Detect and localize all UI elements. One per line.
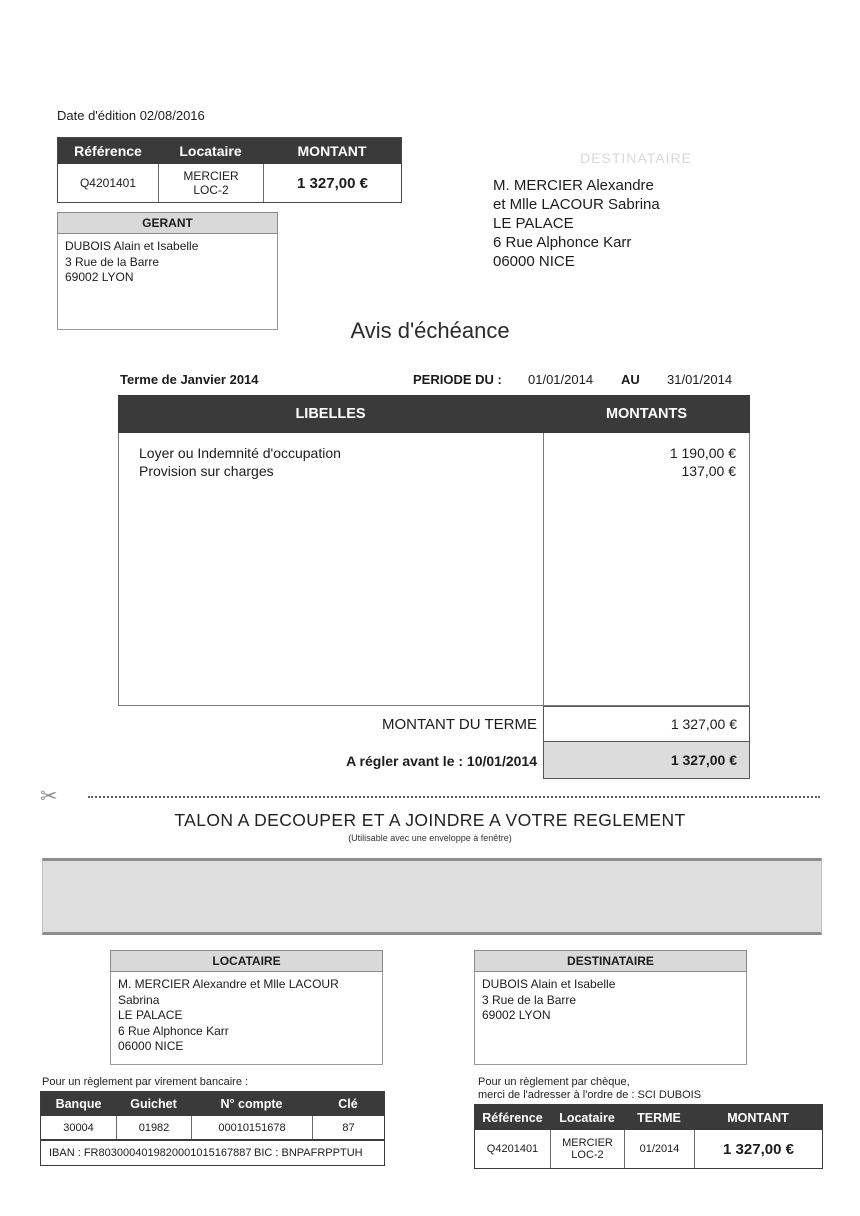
- summary-header-locataire: Locataire: [179, 143, 242, 159]
- cheque-locataire: [550, 1130, 624, 1168]
- locataire-box: [110, 950, 383, 1065]
- destinataire-address-line: et Mlle LACOUR Sabrina: [493, 196, 660, 213]
- cheque-locataire-name: MERCIER: [562, 1137, 613, 1149]
- page-title: Avis d'échéance: [350, 318, 510, 343]
- iban-row: [41, 1139, 384, 1165]
- cheque-table-row: [475, 1130, 822, 1168]
- cheque-intro-line1: Pour un règlement par chèque,: [478, 1076, 630, 1088]
- destinataire-address-line: M. MERCIER Alexandre: [493, 177, 654, 194]
- total-label: MONTANT DU TERME: [381, 715, 537, 733]
- gerant-box-title: GERANT: [57, 212, 278, 234]
- cheque-locataire-lot: LOC-2: [571, 1149, 604, 1161]
- lines-header-libelles: LIBELLES: [295, 406, 366, 422]
- bank-table: [40, 1091, 385, 1166]
- bank-code: 30004: [63, 1121, 94, 1134]
- gray-band: [42, 858, 822, 935]
- scissors-icon: ✂: [40, 785, 58, 808]
- periode-date-from: 01/01/2014: [528, 372, 594, 387]
- due-row: [118, 742, 750, 779]
- terme-label: Terme de Janvier 2014: [120, 372, 259, 387]
- total-value: 1 327,00 €: [543, 706, 750, 742]
- cheque-table-header: [475, 1105, 822, 1130]
- cheque-intro: [478, 1076, 701, 1102]
- lines-table: [118, 395, 750, 779]
- locataire-address: [110, 972, 383, 1065]
- locataire-address-line: 6 Rue Alphonce Karr: [118, 1023, 229, 1038]
- cheque-header-reference: Référence: [482, 1110, 543, 1125]
- account-number: 00010151678: [191, 1116, 312, 1139]
- bank-table-row: [41, 1116, 384, 1139]
- talon-subtitle: (Utilisable avec une enveloppe à fenêtre): [348, 833, 512, 843]
- bank-header-guichet: Guichet: [130, 1097, 177, 1111]
- lines-montants-column: [543, 433, 749, 705]
- lines-table-body: [118, 433, 750, 706]
- guichet-code: 01982: [116, 1116, 191, 1139]
- bank-header-banque: Banque: [55, 1097, 102, 1111]
- cheque-header-terme: TERME: [637, 1110, 681, 1125]
- bank-table-header: [41, 1092, 384, 1116]
- gerant-address-line: 3 Rue de la Barre: [65, 254, 160, 269]
- gerant-box: [57, 212, 278, 330]
- destinataire-box: [474, 950, 747, 1065]
- locataire-address-line: LE PALACE: [118, 1008, 183, 1022]
- virement-intro: Pour un règlement par virement bancaire :: [42, 1076, 249, 1088]
- cheque-header-montant: MONTANT: [727, 1110, 789, 1125]
- locataire-box-title: LOCATAIRE: [110, 950, 383, 972]
- edition-date: Date d'édition 02/08/2016: [57, 108, 205, 123]
- summary-locataire: [158, 164, 263, 202]
- locataire-address-line: M. MERCIER Alexandre et Mlle LACOUR Sabrina: [118, 977, 339, 1007]
- due-label: A régler avant le : 10/01/2014: [346, 752, 537, 769]
- destinataire-window-address: [493, 176, 782, 271]
- bank-header-cle: Clé: [338, 1097, 358, 1111]
- talon-heading: [40, 810, 820, 843]
- destinataire-address-line: 6 Rue Alphonce Karr: [493, 234, 632, 251]
- periode-label: PERIODE DU :: [413, 372, 502, 387]
- lines-table-header: [118, 395, 750, 433]
- summary-header-montant: MONTANT: [297, 143, 367, 159]
- summary-table-header: [58, 138, 401, 164]
- cheque-table: [474, 1104, 823, 1169]
- summary-reference: Q4201401: [79, 176, 137, 190]
- summary-table: [57, 137, 402, 203]
- line-item-amount: 137,00 €: [681, 463, 736, 479]
- periode-au-label: AU: [621, 372, 640, 387]
- lines-libelles-column: [119, 433, 543, 705]
- cheque-terme: 01/2014: [624, 1130, 694, 1168]
- summary-locataire-lot: LOC-2: [193, 183, 229, 197]
- cut-dotted-line: [88, 796, 820, 798]
- total-row: [118, 706, 750, 742]
- gerant-address-line: 69002 LYON: [65, 270, 134, 284]
- iban-value: IBAN : FR8030004019820001015167887: [49, 1147, 252, 1159]
- destinataire-address-line: LE PALACE: [493, 215, 574, 232]
- rib-key: 87: [312, 1116, 384, 1139]
- gerant-address-line: DUBOIS Alain et Isabelle: [65, 239, 199, 253]
- periode-date-to: 31/01/2014: [667, 372, 733, 387]
- summary-header-reference: Référence: [74, 143, 142, 159]
- destinataire-box-address-line: 3 Rue de la Barre: [482, 992, 577, 1007]
- bank-header-compte: N° compte: [220, 1097, 283, 1111]
- gerant-address: [57, 234, 278, 330]
- destinataire-box-title: DESTINATAIRE: [474, 950, 747, 972]
- line-item-label: Provision sur charges: [139, 463, 274, 479]
- cheque-header-locataire: Locataire: [559, 1110, 615, 1125]
- cheque-reference: Q4201401: [486, 1143, 539, 1155]
- cheque-intro-line2: merci de l'adresser à l'ordre de : SCI DUBOIS: [478, 1089, 702, 1101]
- locataire-address-line: 06000 NICE: [118, 1039, 184, 1053]
- destinataire-address-line: 06000 NICE: [493, 253, 575, 270]
- destinataire-box-address: [474, 972, 747, 1065]
- talon-title: TALON A DECOUPER ET A JOINDRE A VOTRE REGLEMENT: [174, 810, 686, 830]
- summary-montant: 1 327,00 €: [263, 164, 401, 202]
- destinataire-window-label: DESTINATAIRE: [580, 150, 692, 166]
- summary-table-row: [58, 164, 401, 202]
- cheque-montant: 1 327,00 €: [694, 1130, 822, 1168]
- line-item-label: Loyer ou Indemnité d'occupation: [139, 445, 341, 461]
- destinataire-box-address-line: DUBOIS Alain et Isabelle: [482, 977, 616, 991]
- destinataire-window: [490, 150, 782, 271]
- bic-value: BIC : BNPAFRPPTUH: [254, 1147, 363, 1159]
- lines-header-montants: MONTANTS: [605, 406, 688, 422]
- destinataire-box-address-line: 69002 LYON: [482, 1008, 551, 1022]
- due-value: 1 327,00 €: [543, 742, 750, 779]
- summary-locataire-name: MERCIER: [183, 169, 239, 183]
- line-item-amount: 1 190,00 €: [669, 445, 736, 461]
